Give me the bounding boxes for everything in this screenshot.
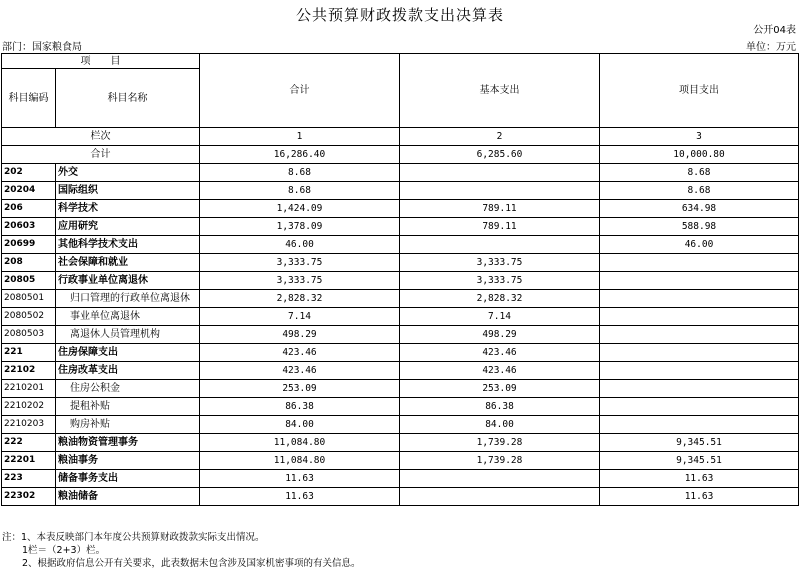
table-row [2,380,799,398]
row-total: 2,828.32 [200,290,400,308]
table-row [2,272,799,290]
row-basic: 3,333.75 [400,254,600,272]
row-project: 634.98 [600,200,799,218]
row-basic: 2,828.32 [400,290,600,308]
row-total: 423.46 [200,362,400,380]
row-project [600,398,799,416]
note-1: 注：1、本表反映部门本年度公共预算财政拨款实际支出情况。 [2,532,265,543]
table-row [2,218,799,236]
table-row [2,344,799,362]
row-total: 423.46 [200,344,400,362]
row-total: 1,378.09 [200,218,400,236]
grand-total-basic: 6,285.60 [400,146,600,164]
row-basic: 423.46 [400,344,600,362]
row-name: 国际组织 [56,182,200,200]
table-row [2,182,799,200]
table-row [2,290,799,308]
row-basic: 1,739.28 [400,434,600,452]
row-name: 储备事务支出 [56,470,200,488]
row-code: 202 [2,164,56,182]
form-number: 公开04表 [753,25,796,36]
row-basic: 86.38 [400,398,600,416]
row-code: 20603 [2,218,56,236]
department-label: 部门：国家粮食局 [2,42,82,53]
col-label: 栏次 [2,128,200,146]
row-project: 588.98 [600,218,799,236]
table-row [2,164,799,182]
col-number-2: 2 [400,128,600,146]
row-project: 8.68 [600,164,799,182]
row-code: 206 [2,200,56,218]
grand-total-project: 10,000.80 [600,146,799,164]
table-row [2,488,799,506]
row-code: 20805 [2,272,56,290]
row-code: 20204 [2,182,56,200]
row-basic [400,236,600,254]
col-number-3: 3 [600,128,799,146]
row-basic [400,164,600,182]
row-project [600,254,799,272]
column-number-row [2,128,799,146]
row-total: 3,333.75 [200,254,400,272]
row-name: 社会保障和就业 [56,254,200,272]
row-total: 498.29 [200,326,400,344]
row-name: 购房补贴 [56,416,200,434]
row-code: 2210201 [2,380,56,398]
row-total: 46.00 [200,236,400,254]
row-total: 11.63 [200,488,400,506]
grand-total-row [2,146,799,164]
row-total: 84.00 [200,416,400,434]
row-name: 粮油事务 [56,452,200,470]
table-row [2,434,799,452]
row-name: 科学技术 [56,200,200,218]
row-project [600,308,799,326]
row-project: 9,345.51 [600,452,799,470]
grand-total-total: 16,286.40 [200,146,400,164]
row-project: 11.63 [600,470,799,488]
table-row [2,200,799,218]
table-row [2,470,799,488]
table-row [2,398,799,416]
row-total: 11,084.80 [200,452,400,470]
row-name: 粮油储备 [56,488,200,506]
row-name: 离退休人员管理机构 [56,326,200,344]
row-name: 事业单位离退休 [56,308,200,326]
row-project [600,326,799,344]
table-row [2,362,799,380]
row-basic: 7.14 [400,308,600,326]
row-project [600,290,799,308]
header-project: 项目支出 [600,54,799,128]
row-name: 应用研究 [56,218,200,236]
row-code: 20699 [2,236,56,254]
note-2: 2、根据政府信息公开有关要求，此表数据未包含涉及国家机密事项的有关信息。 [22,558,361,569]
row-name: 住房保障支出 [56,344,200,362]
row-project [600,362,799,380]
row-basic: 498.29 [400,326,600,344]
header-name: 科目名称 [56,69,200,128]
row-basic: 253.09 [400,380,600,398]
table-row [2,452,799,470]
header-row-item [2,54,799,69]
row-code: 223 [2,470,56,488]
row-total: 1,424.09 [200,200,400,218]
row-project [600,380,799,398]
row-code: 2080502 [2,308,56,326]
expenditure-table [1,53,799,506]
row-basic: 789.11 [400,200,600,218]
row-total: 86.38 [200,398,400,416]
row-total: 11,084.80 [200,434,400,452]
row-code: 208 [2,254,56,272]
row-name: 住房改革支出 [56,362,200,380]
row-name: 住房公积金 [56,380,200,398]
row-project [600,344,799,362]
row-basic: 423.46 [400,362,600,380]
row-code: 22102 [2,362,56,380]
grand-total-label: 合计 [2,146,200,164]
header-basic: 基本支出 [400,54,600,128]
col-number-1: 1 [200,128,400,146]
row-total: 11.63 [200,470,400,488]
row-name: 外交 [56,164,200,182]
row-code: 2210203 [2,416,56,434]
row-name: 提租补贴 [56,398,200,416]
row-project: 11.63 [600,488,799,506]
row-total: 8.68 [200,164,400,182]
row-total: 253.09 [200,380,400,398]
table-row [2,254,799,272]
notes [2,531,361,570]
header-code: 科目编码 [2,69,56,128]
table-row [2,326,799,344]
header-total: 合计 [200,54,400,128]
row-project: 8.68 [600,182,799,200]
page-title: 公共预算财政拨款支出决算表 [295,6,504,24]
table-row [2,236,799,254]
row-basic [400,488,600,506]
row-name: 行政事业单位离退休 [56,272,200,290]
row-total: 7.14 [200,308,400,326]
row-code: 222 [2,434,56,452]
row-basic: 1,739.28 [400,452,600,470]
row-basic: 3,333.75 [400,272,600,290]
row-total: 8.68 [200,182,400,200]
table-row [2,416,799,434]
note-1-cont: 1栏＝（2+3）栏。 [22,545,106,556]
row-name: 归口管理的行政单位离退休 [56,290,200,308]
row-code: 2210202 [2,398,56,416]
row-code: 2080501 [2,290,56,308]
table-row [2,308,799,326]
row-name: 粮油物资管理事务 [56,434,200,452]
row-basic [400,182,600,200]
row-name: 其他科学技术支出 [56,236,200,254]
header-item: 项 目 [2,54,200,69]
row-basic: 84.00 [400,416,600,434]
row-code: 22302 [2,488,56,506]
row-project: 46.00 [600,236,799,254]
row-basic [400,470,600,488]
row-project: 9,345.51 [600,434,799,452]
row-basic: 789.11 [400,218,600,236]
row-project [600,272,799,290]
row-code: 22201 [2,452,56,470]
row-code: 2080503 [2,326,56,344]
row-code: 221 [2,344,56,362]
row-project [600,416,799,434]
row-total: 3,333.75 [200,272,400,290]
unit-label: 单位：万元 [746,42,796,53]
